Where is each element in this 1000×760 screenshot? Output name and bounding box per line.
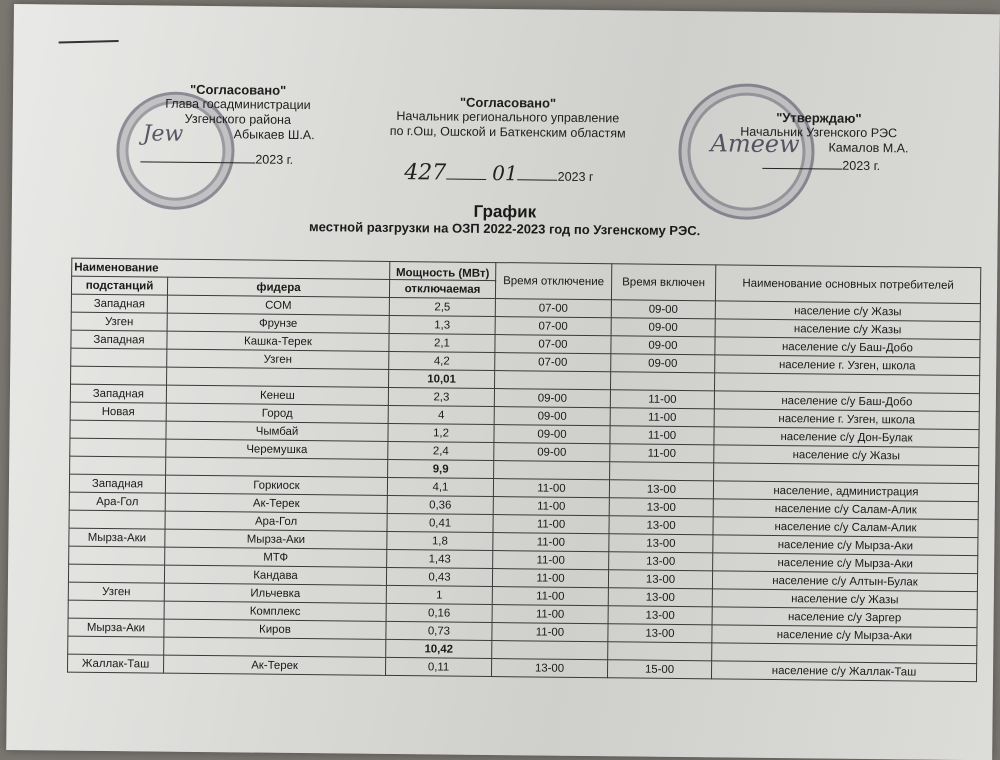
off-time-cell: 09-00 [494,407,610,426]
substation-cell: Жаллак-Таш [68,654,164,673]
feeder-cell: Ильчевка [164,583,386,603]
power-cell: 0,73 [386,621,492,640]
substation-cell: Западная [69,474,165,493]
substation-cell: Узген [71,312,167,331]
power-cell: 1,43 [387,549,493,568]
right-approval-heading: "Утверждаю" [776,109,862,126]
substation-cell [70,456,166,475]
consumers-cell: население, администрация [713,481,978,502]
feeder-cell: Город [166,403,388,423]
right-approval-date [762,158,880,173]
on-time-cell: 13-00 [609,516,713,535]
substation-cell [69,510,165,529]
feeder-cell [164,637,386,657]
left-approval-date [140,151,293,167]
on-time-cell: 13-00 [608,606,712,625]
on-time-cell: 13-00 [608,588,712,607]
feeder-cell [167,367,389,387]
on-time-cell: 11-00 [610,426,714,445]
substation-cell [68,636,164,655]
center-approval-heading: "Согласовано" [459,94,557,111]
consumers-cell: население с/у Алтын-Булак [712,571,977,592]
on-time-cell: 09-00 [611,300,715,319]
substation-cell: Мырза-Аки [68,618,164,637]
consumers-cell: население с/у Мырза-Аки [713,553,978,574]
feeder-cell: Кенеш [166,385,388,405]
center-approval-date-text: 2023 г [557,169,594,185]
header-on-time: Время включен [611,264,715,301]
substation-cell: Новая [70,402,166,421]
on-time-cell: 09-00 [611,336,715,355]
power-cell: 1,2 [388,423,494,442]
consumers-cell: население с/у Жазы [712,589,977,610]
on-time-cell [610,462,714,481]
feeder-cell: МТФ [165,547,387,567]
center-handwritten-month: 01 [492,161,518,186]
pen-mark [59,40,119,43]
header-power-sub: отключаемая [389,279,495,298]
off-time-cell: 11-00 [493,551,609,570]
power-cell: 0,16 [386,603,492,622]
off-time-cell: 09-00 [494,443,610,462]
feeder-cell: Черемушка [166,439,388,459]
header-feeder: фидера [167,277,389,297]
off-time-cell: 11-00 [493,497,609,516]
right-approval-date-text: 2023 г. [842,158,881,174]
left-approval-heading: "Согласовано" [189,81,287,98]
right-signature: Ameew [710,129,800,159]
off-time-cell: 07-00 [495,299,611,318]
on-time-cell [608,642,712,661]
substation-cell: Узген [68,582,164,601]
consumers-cell: население с/у Жазы [715,301,980,322]
power-cell: 0,36 [387,495,493,514]
on-time-cell: 13-00 [609,534,713,553]
power-cell: 10,01 [389,369,495,388]
feeder-cell: Ара-Гол [165,511,387,531]
off-time-cell: 09-00 [494,425,610,444]
off-time-cell: 07-00 [495,317,611,336]
substation-cell [70,420,166,439]
on-time-cell [610,372,714,391]
consumers-cell: население с/у Заргер [712,607,977,628]
power-cell: 4,2 [389,351,495,370]
power-cell: 1,8 [387,531,493,550]
substation-cell [68,600,164,619]
on-time-cell: 13-00 [609,480,713,499]
substation-cell [70,438,166,457]
on-time-cell: 09-00 [611,318,715,337]
power-cell: 9,9 [388,459,494,478]
center-approval-date [404,160,594,187]
consumers-cell: население с/у Жазы [714,445,979,466]
on-time-cell: 13-00 [609,498,713,517]
feeder-cell: Ак-Терек [164,655,386,675]
substation-cell: Ара-Гол [69,492,165,511]
power-cell: 0,11 [385,657,491,676]
schedule-table [67,258,981,683]
power-cell: 2,3 [388,387,494,406]
header-consumers: Наименование основных потребителей [715,265,980,304]
on-time-cell: 11-00 [610,408,714,427]
substation-cell [71,348,167,367]
substation-cell: Западная [71,294,167,313]
feeder-cell: Кашка-Терек [167,331,389,351]
consumers-cell: население с/у Мырза-Аки [713,535,978,556]
header-power: Мощность (МВт) [390,261,496,280]
consumers-cell: население с/у Мырза-Аки [712,625,977,646]
feeder-cell: Кандава [164,565,386,585]
right-approval-line1: Начальник Узгенского РЭС [740,124,898,141]
header-name: Наименование [72,258,390,279]
off-time-cell [494,461,610,480]
left-approval-line3: Абыкаев Ш.А. [233,127,315,143]
substation-cell [69,546,165,565]
off-time-cell: 13-00 [491,659,607,678]
off-time-cell [492,641,608,660]
on-time-cell: 09-00 [611,354,715,373]
on-time-cell: 13-00 [608,570,712,589]
consumers-cell: население с/у Жазы [715,319,980,340]
off-time-cell: 07-00 [495,353,611,372]
left-signature: Jew [142,121,184,147]
center-approval-line1: Начальник регионального управление [396,109,620,126]
consumers-cell: население с/у Дон-Булак [714,427,979,448]
document-sheet [6,4,1000,760]
consumers-cell: население с/у Салам-Алик [713,517,978,538]
feeder-cell: Мырза-Аки [165,529,387,549]
substation-cell: Мырза-Аки [69,528,165,547]
off-time-cell [494,371,610,390]
power-cell: 1 [386,585,492,604]
on-time-cell: 13-00 [608,624,712,643]
off-time-cell: 11-00 [493,479,609,498]
feeder-cell: Киров [164,619,386,639]
right-approval-line2: Камалов М.А. [828,140,909,156]
header-off-time: Время отключение [495,263,611,300]
substation-cell [68,564,164,583]
center-handwritten-number: 427 [404,160,447,186]
consumers-cell: население г. Узген, школа [714,409,979,430]
power-cell: 0,43 [386,567,492,586]
off-time-cell: 11-00 [492,623,608,642]
left-approval-line2: Узгенского района [184,111,292,127]
header-substation: подстанций [71,276,167,295]
power-cell: 4,1 [387,477,493,496]
left-approval-line1: Глава госадминистрации [165,96,311,113]
feeder-cell: Фрунзе [167,313,389,333]
off-time-cell: 11-00 [493,533,609,552]
on-time-cell: 11-00 [610,444,714,463]
document-title: График [473,201,537,222]
center-approval-block [373,94,643,142]
feeder-cell: Горкиоск [165,475,387,495]
power-cell: 1,3 [389,315,495,334]
off-time-cell: 11-00 [492,587,608,606]
consumers-cell: население с/у Баш-Добо [714,391,979,412]
power-cell: 10,42 [386,639,492,658]
off-time-cell: 09-00 [494,389,610,408]
feeder-cell: СОМ [167,295,389,315]
feeder-cell: Ак-Терек [165,493,387,513]
center-approval-line2: по г.Ош, Ошской и Баткенским областям [389,123,626,141]
consumers-cell: население г. Узген, школа [715,355,980,376]
consumers-cell: население с/у Жаллак-Таш [711,661,976,682]
off-time-cell: 11-00 [493,515,609,534]
power-cell: 4 [388,405,494,424]
consumers-cell: население с/у Баш-Добо [715,337,980,358]
consumers-cell: население с/у Салам-Алик [713,499,978,520]
power-cell: 2,5 [389,297,495,316]
power-cell: 2,4 [388,441,494,460]
left-approval-date-text: 2023 г. [255,152,294,167]
off-time-cell: 11-00 [492,569,608,588]
on-time-cell: 13-00 [609,552,713,571]
substation-cell [71,366,167,385]
feeder-cell: Комплекс [164,601,386,621]
on-time-cell: 11-00 [610,390,714,409]
substation-cell: Западная [71,330,167,349]
substation-cell: Западная [70,384,166,403]
feeder-cell [166,457,388,477]
feeder-cell: Узген [167,349,389,369]
document-subtitle: местной разгрузки на ОЗП 2022-2023 год по Узгенскому РЭС. [309,219,701,239]
on-time-cell: 15-00 [607,660,711,679]
off-time-cell: 07-00 [495,335,611,354]
power-cell: 0,41 [387,513,493,532]
feeder-cell: Чымбай [166,421,388,441]
power-cell: 2,1 [389,333,495,352]
off-time-cell: 11-00 [492,605,608,624]
